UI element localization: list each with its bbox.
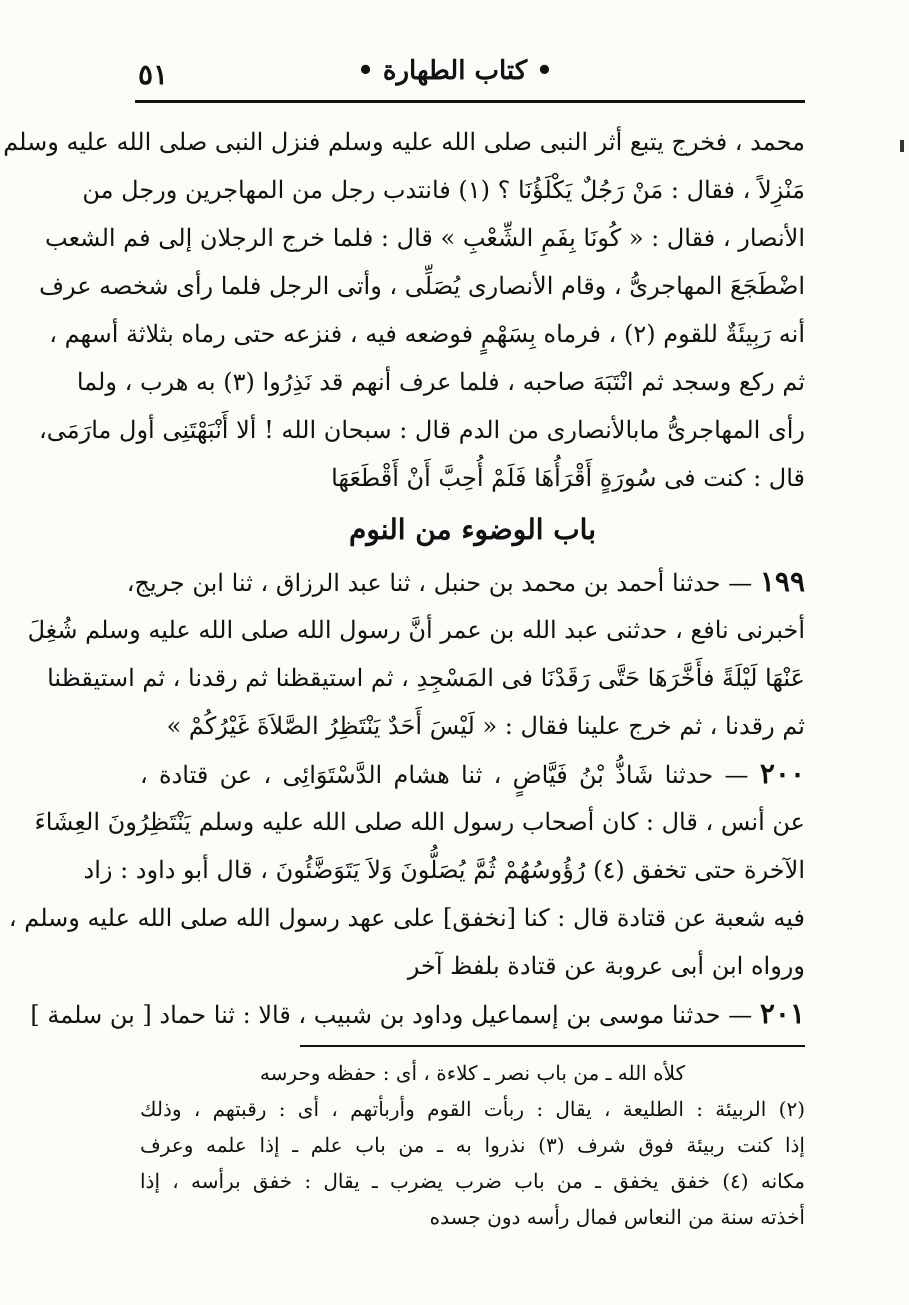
footnote-rule bbox=[300, 1045, 805, 1047]
running-header-title: • كتاب الطهارة • bbox=[357, 56, 553, 86]
text-line: أنه رَبِيئَةٌ للقوم (٢) ، فرماه بِسَهْمٍ فوضعه فيه ، فنزعه حتى رماه بثلاثة أسهم ، bbox=[49, 320, 805, 348]
text-line: مَنْزِلاً ، فقال : مَنْ رَجُلٌ يَكْلَؤُنَا ؟ (١) فانتدب رجل من المهاجرين ورجل من bbox=[82, 176, 805, 204]
footnotes bbox=[140, 1055, 805, 1235]
footnote-line: مكانه (٤) خفق يخفق ـ من باب ضرب يضرب ـ يقال : خفق برأسه ، إذا bbox=[140, 1169, 805, 1193]
text-line: رأى المهاجرىُّ مابالأنصارى من الدم قال : سبحان الله ! ألا أَنْبَهْتَنِى أول مارَمَى، bbox=[39, 416, 805, 444]
text-line: ورواه ابن أبى عروبة عن قتادة بلفظ آخر bbox=[407, 952, 805, 980]
text-line: عن أنس ، قال : كان أصحاب رسول الله صلى الله عليه وسلم يَنْتَظِرُونَ العِشَاءَ bbox=[34, 808, 805, 836]
text-line: فيه شعبة عن قتادة قال : كنا [نخفق] على عهد رسول الله صلى الله عليه وسلم ، bbox=[8, 904, 805, 932]
section-heading: باب الوضوء من النوم bbox=[349, 513, 596, 546]
text-line: اضْطَجَعَ المهاجرىُّ ، وقام الأنصارى يُصَلِّى ، وأتى الرجل فلما رأى شخصه عرف bbox=[39, 272, 805, 300]
hadith-text: — حدثنا شَاذُّ بْنُ فَيَّاضٍ ، ثنا هشام الدَّسْتَوَائِى ، عن قتادة ، bbox=[140, 761, 749, 789]
hadith-201-first-line bbox=[30, 990, 805, 1038]
text-line: عَنْهَا لَيْلَةً فأَخَّرَهَا حَتَّى رَقَدْنَا فى المَسْجِدِ ، ثم استيقظنا ثم رقدنا ، ثم استيقظنا bbox=[47, 664, 805, 692]
margin-mark bbox=[900, 140, 904, 152]
text-line: محمد ، فخرج يتبع أثر النبى صلى الله عليه وسلم فنزل النبى صلى الله عليه وسلم bbox=[3, 128, 805, 156]
footnote-line: أخذته سنة من النعاس فمال رأسه دون جسده bbox=[429, 1205, 805, 1229]
header-rule bbox=[135, 100, 805, 103]
text-line: قال : كنت فى سُورَةٍ أَقْرَأُهَا فَلَمْ أُحِبَّ أَنْ أَقْطَعَهَا bbox=[331, 464, 805, 492]
footnote-line: إذا كنت ربيئة فوق شرف (٣) نذروا به ـ من باب علم ـ إذا علمه وعرف bbox=[140, 1133, 805, 1157]
text-line: ثم ركع وسجد ثم انْتَبَهَ صاحبه ، فلما عرف أنهم قد نَذِرُوا (٣) به هرب ، ولما bbox=[76, 368, 805, 396]
hadith-text: — حدثنا موسى بن إسماعيل وداود بن شبيب ، قالا : ثنا حماد [ بن سلمة ] bbox=[30, 1001, 753, 1029]
page-number: ٥١ bbox=[138, 58, 169, 91]
hadith-text: — حدثنا أحمد بن محمد بن حنبل ، ثنا عبد الرزاق ، ثنا ابن جريج، bbox=[126, 569, 753, 597]
hadith-200-first-line bbox=[140, 750, 805, 798]
hadith-number: ١٩٩ bbox=[759, 565, 805, 598]
hadith-199-first-line bbox=[126, 558, 805, 606]
text-line: الآخرة حتى تخفق (٤) رُؤُوسُهُمْ ثُمَّ يُصَلُّونَ وَلاَ يَتَوَضَّئُونَ ، قال أبو داود : زاد bbox=[83, 856, 805, 884]
footnote-line: (٢) الربيئة : الطليعة ، يقال : ربأت القوم وأربأتهم ، أى : رقبتهم ، وذلك bbox=[140, 1097, 805, 1121]
main-text bbox=[3, 118, 805, 1038]
footnote-line: كلأه الله ـ من باب نصر ـ كلاءة ، أى : حفظه وحرسه bbox=[259, 1061, 686, 1085]
text-line: الأنصار ، فقال : « كُونَا بِفَمِ الشِّعْبِ » قال : فلما خرج الرجلان إلى فم الشعب bbox=[45, 224, 805, 252]
hadith-number: ٢٠٠ bbox=[759, 757, 805, 790]
text-line: أخبرنى نافع ، حدثنى عبد الله بن عمر أنَّ رسول الله صلى الله عليه وسلم شُغِلَ bbox=[27, 616, 805, 644]
hadith-number: ٢٠١ bbox=[759, 997, 805, 1030]
text-line: ثم رقدنا ، ثم خرج علينا فقال : « لَيْسَ أَحَدٌ يَنْتَظِرُ الصَّلاَةَ غَيْرُكُمْ » bbox=[166, 712, 805, 740]
